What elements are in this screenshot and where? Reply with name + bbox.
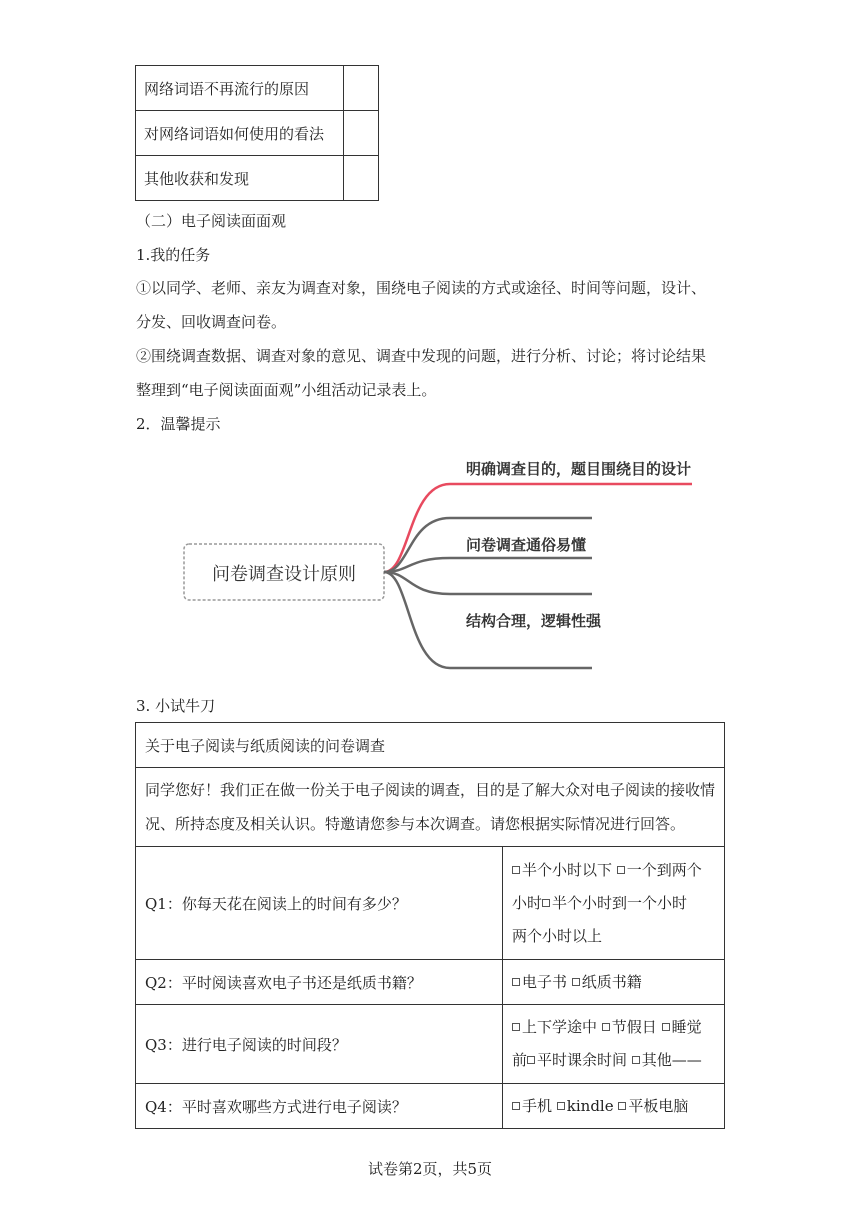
question-cell: Q3：进行电子阅读的时间段？	[136, 1005, 503, 1084]
option-label: 睡觉	[671, 1018, 702, 1036]
intro-line: 同学您好！我们正在做一份关于电子阅读的调查，目的是了解大众对电子阅读的接收情	[145, 781, 716, 799]
table-cell: 其他收获和发现	[136, 156, 344, 201]
option-label: 电子书	[522, 972, 572, 991]
checkbox[interactable]	[527, 1056, 535, 1064]
option-label: 其他——	[641, 1051, 702, 1069]
mindmap-diagram	[180, 448, 700, 678]
checkbox[interactable]	[512, 978, 520, 986]
checkbox[interactable]	[632, 1056, 640, 1064]
option-label: 半个小时到一个小时	[552, 893, 688, 912]
page-footer: 试卷第2页，共5页	[367, 1160, 493, 1178]
checkbox-cell[interactable]	[344, 111, 379, 156]
checkbox[interactable]	[512, 1102, 520, 1110]
survey-intro	[136, 768, 725, 847]
checkbox-cell[interactable]	[344, 66, 379, 111]
checkbox[interactable]	[512, 1023, 520, 1031]
task-1-line-1: ①以同学、老师、亲友为调查对象，围绕电子阅读的方式或途径、时间等问题，设计、	[136, 279, 707, 297]
trial-title: 3. 小试牛刀	[136, 697, 216, 715]
option-label: 手机	[522, 1096, 557, 1115]
mindmap-center-label: 问卷调查设计原则	[212, 564, 356, 585]
checkbox[interactable]	[557, 1102, 565, 1110]
survey-title: 关于电子阅读与纸质阅读的问卷调查	[136, 723, 725, 768]
option-label: 一个到两个	[626, 860, 702, 879]
option-label: 节假日	[611, 1018, 662, 1036]
checkbox[interactable]	[662, 1023, 670, 1031]
question-cell: Q2：平时阅读喜欢电子书还是纸质书籍？	[136, 960, 503, 1005]
checkbox[interactable]	[602, 1023, 610, 1031]
options-cell	[503, 1005, 725, 1084]
checkbox[interactable]	[542, 899, 550, 907]
mindmap-branch-4	[384, 572, 592, 594]
intro-line: 况、所持态度及相关认识。特邀请您参与本次调查。请您根据实际情况进行回答。	[145, 815, 686, 833]
mindmap-branch-label: 明确调查目的，题目围绕目的设计	[466, 460, 692, 478]
question-cell: Q4：平时喜欢哪些方式进行电子阅读？	[136, 1084, 503, 1129]
options-cell	[503, 847, 725, 960]
question-cell: Q1：你每天花在阅读上的时间有多少？	[136, 847, 503, 960]
section-heading: （二）电子阅读面面观	[136, 212, 287, 230]
task-title: 1.我的任务	[136, 246, 211, 264]
table-row	[136, 960, 725, 1005]
mindmap-branch-label: 问卷调查通俗易懂	[466, 536, 587, 554]
summary-table	[135, 65, 379, 201]
table-row	[136, 847, 725, 960]
option-label: 上下学途中	[522, 1018, 602, 1036]
checkbox-cell[interactable]	[344, 156, 379, 201]
table-row	[136, 66, 379, 111]
task-2-line-1: ②围绕调查数据、调查对象的意见、调查中发现的问题，进行分析、讨论；将讨论结果	[136, 347, 707, 365]
mindmap-branch-label: 结构合理，逻辑性强	[466, 612, 602, 630]
option-label: 纸质书籍	[581, 972, 642, 991]
mindmap-branch-3	[384, 558, 592, 572]
survey-table	[135, 722, 725, 1129]
table-row	[136, 723, 725, 768]
option-label: 半个小时以下	[522, 860, 617, 879]
task-1-line-2: 分发、回收调查问卷。	[136, 313, 287, 331]
option-label: 平板电脑	[628, 1096, 689, 1115]
options-cell	[503, 960, 725, 1005]
option-label: 平时课余时间	[537, 1051, 632, 1069]
checkbox[interactable]	[617, 866, 625, 874]
options-cell	[503, 1084, 725, 1129]
checkbox[interactable]	[618, 1102, 626, 1110]
table-cell: 网络词语不再流行的原因	[136, 66, 344, 111]
table-row	[136, 1005, 725, 1084]
checkbox[interactable]	[512, 866, 520, 874]
table-row	[136, 1084, 725, 1129]
option-label: 前	[512, 1051, 528, 1069]
option-label: 小时	[512, 893, 543, 912]
tips-title: 2．温馨提示	[136, 415, 221, 433]
option-label: kindle	[566, 1096, 619, 1115]
table-row	[136, 156, 379, 201]
table-row	[136, 111, 379, 156]
table-cell: 对网络词语如何使用的看法	[136, 111, 344, 156]
option-label: 两个小时以上	[512, 926, 603, 945]
task-2-line-2: 整理到“电子阅读面面观”小组活动记录表上。	[136, 381, 437, 399]
table-row	[136, 768, 725, 847]
checkbox[interactable]	[572, 978, 580, 986]
